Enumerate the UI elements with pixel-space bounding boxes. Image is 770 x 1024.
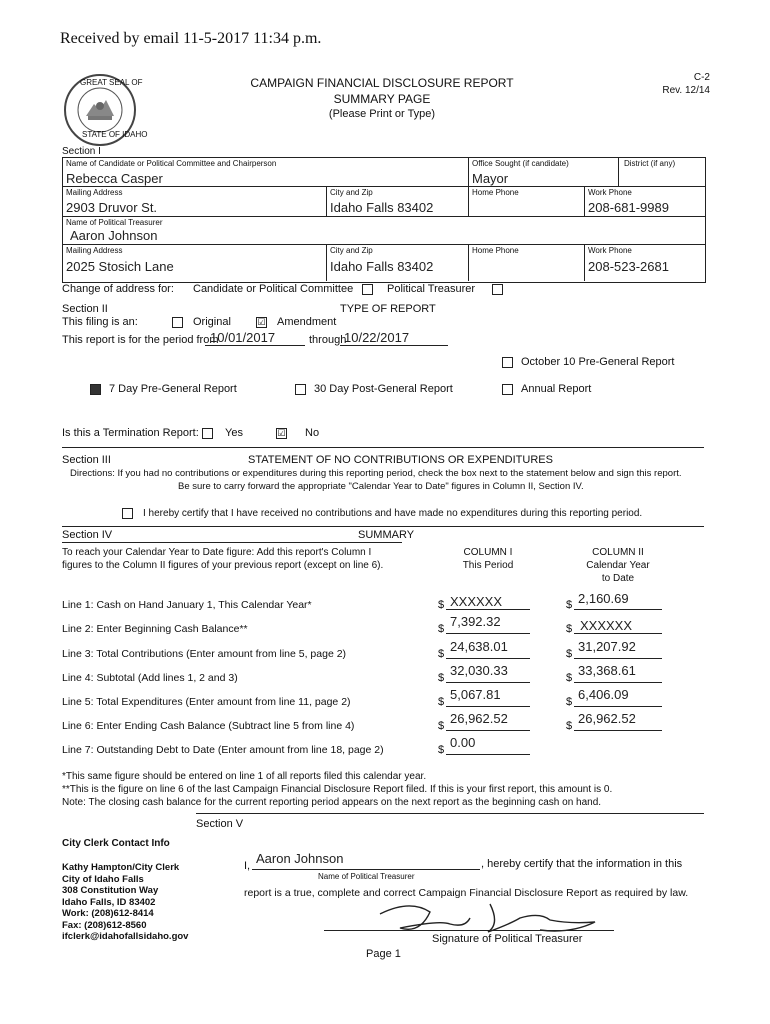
termination-no-label: No — [305, 427, 320, 439]
dollar-sign: $ — [566, 599, 573, 611]
form-title: CAMPAIGN FINANCIAL DISCLOSURE REPORT — [250, 76, 514, 90]
line-6-col2-field[interactable]: 26,962.52 — [578, 711, 636, 726]
section1-label: Section I — [62, 146, 101, 157]
form-instruction: (Please Print or Type) — [328, 108, 436, 120]
section5-label: Section V — [196, 818, 244, 830]
dollar-sign: $ — [438, 648, 445, 660]
filing-label: This filing is an: — [62, 316, 138, 328]
no-activity-checkbox[interactable] — [122, 508, 133, 519]
district-label: District (if any) — [624, 159, 676, 168]
footnote-3: Note: The closing cash balance for the current reporting period appears on the next report as the beginning cash on hand. — [62, 797, 602, 808]
certify-i: I, — [244, 860, 251, 872]
line-6-col1-field[interactable]: 26,962.52 — [450, 711, 508, 726]
column2-subheader-2: to Date — [601, 573, 635, 584]
home-phone-label: Home Phone — [472, 188, 519, 197]
column1-subheader: This Period — [462, 560, 514, 571]
city-label: City and Zip — [330, 188, 373, 197]
line-2-col1-field[interactable]: 7,392.32 — [450, 614, 501, 629]
name-caption: Name of Political Treasurer — [318, 872, 415, 881]
no-activity-option[interactable] — [122, 508, 642, 519]
work-phone-field[interactable]: 208-681-9989 — [588, 200, 669, 215]
t-work-phone-field[interactable]: 208-523-2681 — [588, 259, 669, 274]
footnote-1: *This same figure should be entered on line 1 of all reports filed this calendar year. — [62, 771, 427, 782]
column1-header: COLUMN I — [463, 547, 513, 558]
contact-line: 308 Constitution Way — [62, 885, 159, 896]
section3-title: STATEMENT OF NO CONTRIBUTIONS OR EXPENDITURES — [248, 454, 553, 466]
thirty-day-label: 30 Day Post-General Report — [314, 383, 453, 395]
form-revision: Rev. 12/14 — [662, 85, 710, 96]
contact-line: Work: (208)612-8414 — [62, 908, 154, 919]
seven-day-checkbox[interactable] — [90, 384, 101, 395]
dollar-sign: $ — [566, 623, 573, 635]
summary-line-3-label: Line 3: Total Contributions (Enter amount from line 5, page 2) — [62, 648, 347, 660]
amendment-label: Amendment — [277, 316, 337, 328]
summary-title: SUMMARY — [358, 529, 415, 541]
line-4-col2-field[interactable]: 33,368.61 — [578, 663, 636, 678]
through-label: through — [309, 334, 347, 346]
annual-option[interactable] — [502, 383, 591, 395]
period-label: This report is for the period from — [62, 334, 219, 346]
seal-bottom-text: STATE OF IDAHO — [82, 130, 148, 139]
t-mailing-field[interactable]: 2025 Stosich Lane — [66, 259, 174, 274]
t-home-phone-label: Home Phone — [472, 246, 519, 255]
october-option[interactable] — [502, 356, 674, 368]
line-2-col2-field[interactable]: XXXXXX — [580, 618, 633, 633]
change-treasurer-option[interactable] — [387, 283, 507, 295]
clerk-contact — [62, 862, 188, 943]
summary-line-2-label: Line 2: Enter Beginning Cash Balance** — [62, 623, 248, 635]
line-7-col1-field[interactable]: 0.00 — [450, 735, 476, 750]
t-mailing-label: Mailing Address — [66, 246, 123, 255]
dollar-sign: $ — [438, 696, 445, 708]
thirty-day-option[interactable] — [295, 383, 453, 395]
summary-line-6-label: Line 6: Enter Ending Cash Balance (Subtract line 5 from line 4) — [62, 720, 355, 732]
summary-intro-1: To reach your Calendar Year to Date figure: Add this report's Column I — [62, 547, 372, 558]
section3-directions-2: Be sure to carry forward the appropriate "Calendar Year to Date" figures in Column II, Section IV. — [178, 481, 584, 492]
termination-label: Is this a Termination Report: — [62, 427, 199, 439]
column2-header: COLUMN II — [592, 547, 644, 558]
signature-icon[interactable] — [370, 894, 610, 938]
change-treasurer-checkbox[interactable] — [492, 284, 503, 295]
dollar-sign: $ — [438, 720, 445, 732]
contact-line: Idaho Falls, ID 83402 — [62, 896, 156, 908]
dollar-sign: $ — [566, 648, 573, 660]
line-1-col2-field[interactable]: 2,160.69 — [578, 591, 629, 606]
amendment-checkbox[interactable]: ☑ — [257, 316, 266, 327]
october-label: October 10 Pre-General Report — [521, 356, 675, 368]
line-3-col1-field[interactable]: 24,638.01 — [450, 639, 508, 654]
termination-yes-checkbox[interactable] — [202, 428, 213, 439]
dollar-sign: $ — [438, 744, 445, 756]
line-4-col1-field[interactable]: 32,030.33 — [450, 663, 508, 678]
section3-label: Section III — [62, 454, 111, 466]
summary-line-7-label: Line 7: Outstanding Debt to Date (Enter amount from line 18, page 2) — [62, 744, 384, 756]
thirty-day-checkbox[interactable] — [295, 384, 306, 395]
summary-line-4-label: Line 4: Subtotal (Add lines 1, 2 and 3) — [62, 672, 238, 684]
seven-day-label: 7 Day Pre-General Report — [109, 383, 237, 395]
contact-title: City Clerk Contact Info — [62, 838, 170, 849]
original-option[interactable] — [172, 316, 231, 328]
termination-no-option[interactable] — [276, 427, 319, 439]
signer-name-field[interactable]: Aaron Johnson — [256, 851, 344, 866]
amendment-option[interactable] — [256, 316, 336, 328]
t-city-field[interactable]: Idaho Falls 83402 — [330, 259, 434, 274]
section2-label: Section II — [62, 303, 108, 315]
footnote-2: **This is the figure on line 6 of the last Campaign Financial Disclosure Report filed. If this is your first report, this amount is 0. — [62, 784, 613, 795]
line-3-col2-field[interactable]: 31,207.92 — [578, 639, 636, 654]
t-city-label: City and Zip — [330, 246, 373, 255]
dollar-sign: $ — [438, 672, 445, 684]
report-certification: report is a true, complete and correct Campaign Financial Disclosure Report as required by law. — [244, 887, 689, 899]
annual-label: Annual Report — [521, 383, 592, 395]
change-treasurer-label: Political Treasurer — [387, 283, 476, 295]
candidate-label: Name of Candidate or Political Committee and Chairperson — [66, 159, 277, 168]
city-field[interactable]: Idaho Falls 83402 — [330, 200, 434, 215]
change-address-label: Change of address for: — [62, 283, 174, 295]
change-candidate-option[interactable] — [193, 283, 377, 295]
line-5-col1-field[interactable]: 5,067.81 — [450, 687, 501, 702]
section3-directions-1: Directions: If you had no contributions or expenditures during this reporting period, check the box next to the statement below and sign this report. — [70, 468, 682, 479]
mailing-field[interactable]: 2903 Druvor St. — [66, 200, 158, 215]
summary-line-1-label: Line 1: Cash on Hand January 1, This Calendar Year* — [62, 599, 312, 611]
section4-label: Section IV — [62, 529, 113, 541]
dollar-sign: $ — [566, 672, 573, 684]
contact-line: Kathy Hampton/City Clerk — [62, 862, 180, 873]
office-label: Office Sought (if candidate) — [472, 159, 569, 168]
mailing-label: Mailing Address — [66, 188, 123, 197]
summary-line-5-label: Line 5: Total Expenditures (Enter amount from line 11, page 2) — [62, 696, 351, 708]
contact-line: Fax: (208)612-8560 — [62, 919, 147, 931]
t-work-phone-label: Work Phone — [588, 246, 632, 255]
line-5-col2-field[interactable]: 6,406.09 — [578, 687, 629, 702]
termination-yes-option[interactable] — [202, 427, 243, 439]
page-number: Page 1 — [366, 948, 401, 960]
period-through-field[interactable]: 10/22/2017 — [344, 330, 410, 345]
no-activity-label: I hereby certify that I have received no contributions and have made no expenditures during this reporting period. — [143, 508, 643, 520]
line-1-col1-field[interactable]: XXXXXX — [450, 594, 503, 609]
candidate-field[interactable]: Rebecca Casper — [66, 171, 163, 186]
dollar-sign: $ — [566, 720, 573, 732]
seal-top-text: GREAT SEAL OF — [80, 78, 143, 87]
form-code: C-2 — [693, 72, 710, 83]
form-subtitle: SUMMARY PAGE — [333, 92, 431, 106]
change-candidate-label: Candidate or Political Committee — [193, 283, 354, 295]
dollar-sign: $ — [438, 599, 445, 611]
type-of-report-label: TYPE OF REPORT — [340, 303, 436, 315]
termination-no-checkbox[interactable]: ☑ — [277, 427, 286, 438]
treasurer-label: Name of Political Treasurer — [66, 218, 163, 227]
work-phone-label: Work Phone — [588, 188, 632, 197]
certify-tail: , hereby certify that the information in this — [481, 858, 683, 870]
treasurer-field[interactable]: Aaron Johnson — [70, 228, 158, 243]
original-label: Original — [193, 316, 231, 328]
annual-checkbox[interactable] — [502, 384, 513, 395]
contact-email[interactable]: ifclerk@idahofallsidaho.gov — [62, 931, 189, 942]
signature-caption: Signature of Political Treasurer — [432, 933, 583, 945]
dollar-sign: $ — [438, 623, 445, 635]
termination-yes-label: Yes — [225, 427, 243, 439]
summary-intro-2: figures to the Column II figures of your previous report (except on line 6). — [62, 560, 384, 571]
contact-line: City of Idaho Falls — [62, 873, 144, 885]
change-candidate-checkbox[interactable] — [362, 284, 373, 295]
october-checkbox[interactable] — [502, 357, 513, 368]
period-from-field[interactable]: 10/01/2017 — [210, 330, 276, 345]
dollar-sign: $ — [566, 696, 573, 708]
column2-subheader: Calendar Year — [586, 560, 650, 571]
received-stamp: Received by email 11-5-2017 11:34 p.m. — [60, 30, 322, 47]
seven-day-option[interactable] — [90, 383, 237, 395]
office-field[interactable]: Mayor — [472, 171, 509, 186]
original-checkbox[interactable] — [172, 317, 183, 328]
